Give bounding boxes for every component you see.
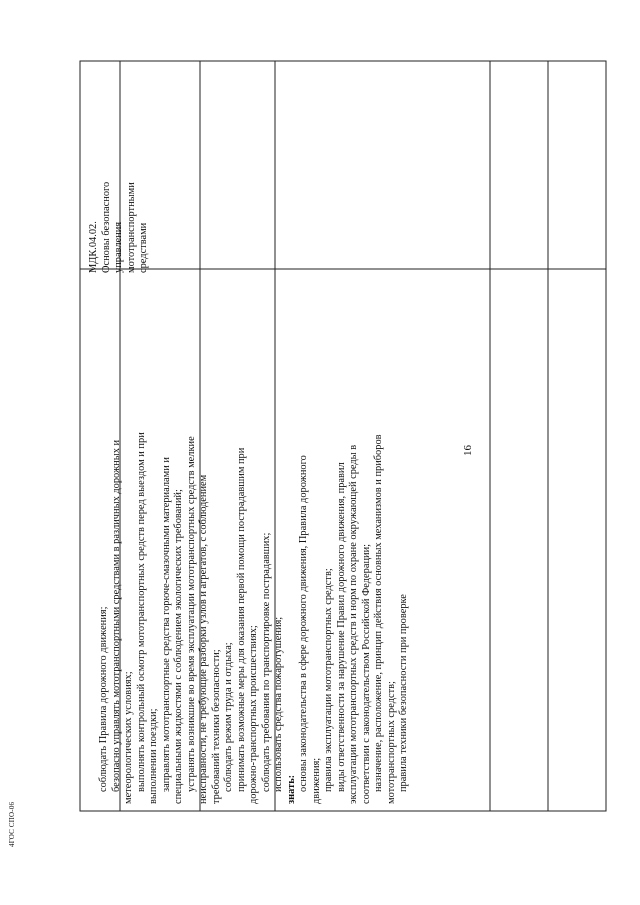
competency-line: назначение, расположение, принцип действия основных механизмов и приборов мототранспортных средств; [373,434,397,804]
competency-line: правила эксплуатации мототранспортных средств; [323,568,334,792]
competency-line: соблюдать режим труда и отдыха; [223,642,234,792]
section-heading: знать: [285,774,297,804]
competency-line: использовать средства пожаротушения; [273,616,284,792]
mdk-line: управления [113,221,124,273]
mdk-line: МДК.04.02. [88,221,99,273]
competency-line: заправлять мототранспортные средства горюче-смазочными материалами и специальными жидкостями с соблюдением экологических требований; [160,457,184,804]
competency-line: основы законодательства в сфере дорожного движения, Правила дорожного движения; [298,455,322,804]
footer-code: 4ГОС СПО-06 [8,801,16,847]
page-number: 16 [462,445,474,456]
competency-line: соблюдать требования по транспортировке пострадавших; [260,532,272,792]
mdk-line: средствами [138,222,149,273]
mdk-line: мототранспортными [125,182,137,273]
competency-line: устранять возникшие во время эксплуатации мототранспортных средств мелкие неисправности, не требующие разборки узлов и агрегатов, с соблюдением требований техники безопасности; [185,436,222,804]
competency-line: правила техники безопасности при проверке [398,594,409,792]
competency-line: соблюдать Правила дорожного движения; [98,606,109,792]
competency-text [98,429,588,804]
mdk-line: Основы безопасного [100,181,112,273]
competency-line: безопасно управлять мототранспортными средствами в различных дорожных и метеорологических условиях; [110,439,134,804]
competency-line: виды ответственности за нарушение Правил дорожного движения, правил эксплуатации мототранспортных средств и норм по охране окружающей среды в соответствии с законодательством Российской Федерации; [335,444,372,804]
competency-line: принимать возможные меры для оказания первой помощи пострадавшим при дорожно-транспортных происшествиях; [235,447,259,804]
mdk-cell [88,123,151,273]
competency-line: выполнять контрольный осмотр мототранспортных средств перед выездом и при выполнении поездки; [135,432,159,804]
